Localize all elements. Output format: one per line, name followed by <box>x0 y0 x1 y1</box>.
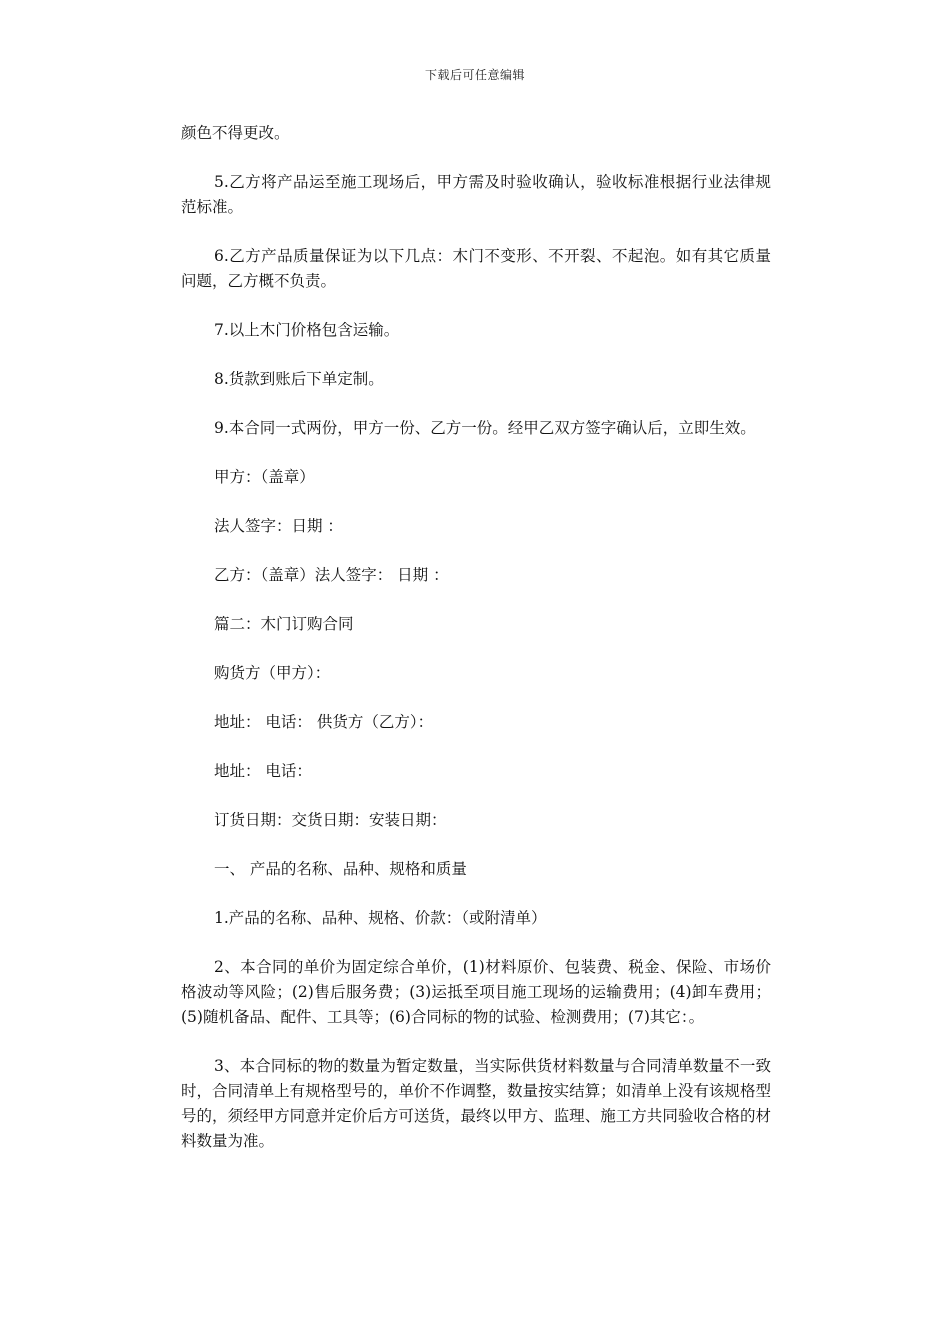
section-heading-product: 一、 产品的名称、品种、规格和质量 <box>214 860 467 878</box>
address-phone-line: 地址： 电话： <box>214 762 312 780</box>
page-header: 下载后可任意编辑 <box>424 68 525 82</box>
paragraph-clause-5: 5.乙方将产品运至施工现场后，甲方需及时验收确认，验收标准根据行业法律规范标准。 <box>181 173 771 216</box>
paragraph-clause-7: 7.以上木门价格包含运输。 <box>214 321 400 339</box>
party-b-seal-signature-date: 乙方：（盖章）法人签字： 日期 ： <box>214 566 449 584</box>
document-body <box>181 121 771 1178</box>
party-a-signature-date: 法人签字：日期 ： <box>214 517 343 535</box>
buyer-party-line: 购货方（甲方）： <box>214 664 331 682</box>
paragraph-clause-9: 9.本合同一式两份，甲方一份、乙方一份。经甲乙双方签字确认后，立即生效。 <box>214 419 756 437</box>
paragraph-color-clause: 颜色不得更改。 <box>181 124 290 142</box>
paragraph-product-item-2: 2、本合同的单价为固定综合单价，(1)材料原价、包装费、税金、保险、市场价格波动等风险；(2)售后服务费；(3)运抵至项目施工现场的运输费用；(4)卸车费用；(5)随机备品、配件、工具等；(6)合同标的物的试验、检测费用；(7)其它：。 <box>181 958 771 1026</box>
address-phone-supplier-line: 地址： 电话： 供货方（乙方）： <box>214 713 434 731</box>
order-delivery-install-dates: 订货日期：交货日期：安装日期： <box>214 811 447 829</box>
paragraph-product-item-1: 1.产品的名称、品种、规格、价款：（或附清单） <box>214 909 547 927</box>
party-a-seal: 甲方：（盖章） <box>214 468 315 486</box>
paragraph-clause-6: 6.乙方产品质量保证为以下几点：木门不变形、不开裂、不起泡。如有其它质量问题，乙方概不负责。 <box>181 247 771 290</box>
paragraph-product-item-3: 3、本合同标的物的数量为暂定数量，当实际供货材料数量与合同清单数量不一致时，合同清单上有规格型号的，单价不作调整，数量按实结算；如清单上没有该规格型号的，须经甲方同意并定价后方可送货，最终以甲方、监理、施工方共同验收合格的材料数量为准。 <box>181 1057 771 1150</box>
section-title-part-two: 篇二：木门订购合同 <box>214 615 354 633</box>
paragraph-clause-8: 8.货款到账后下单定制。 <box>214 370 384 388</box>
